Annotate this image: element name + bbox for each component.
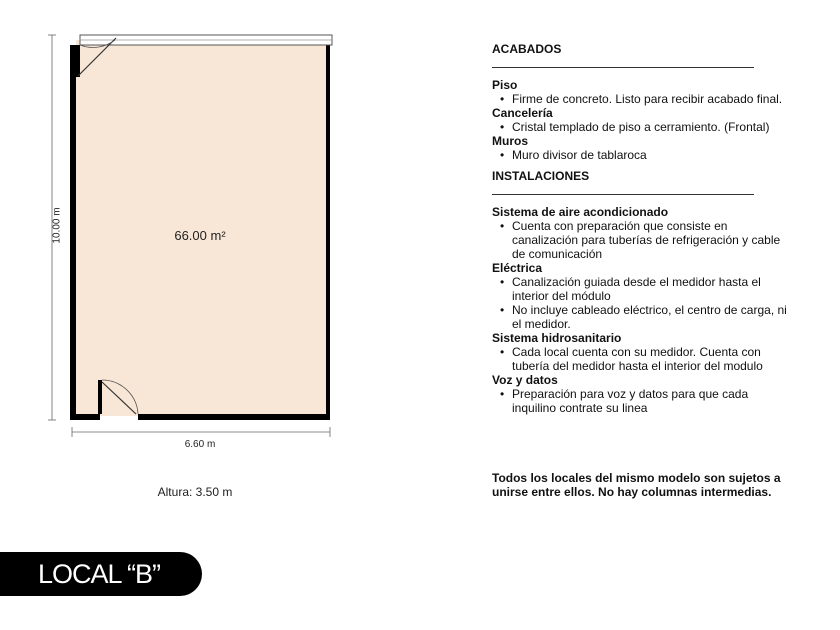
left-wall [70,45,76,420]
list-item: • Preparación para voz y datos para que cada inquilino contrate su linea [512,387,792,415]
piso-items [492,92,792,106]
ceiling-height-label: Altura: 3.50 m [157,485,233,499]
local-badge-label: LOCAL “B” [38,559,161,589]
category-hidrosanitario: Sistema hidrosanitario [492,331,622,345]
list-item: • Cuenta con preparación que consiste en canalización para tuberías de refrigeración y cable de comunicación [512,219,792,261]
list-item: • Cristal templado de piso a cerramiento. (Frontal) [512,120,792,134]
category-aire: Sistema de aire acondicionado [492,205,669,219]
category-piso: Piso [492,78,518,92]
bottom-wall-right [138,414,330,420]
bottom-wall-left [70,414,100,420]
width-dimension-label: 6.60 m [184,439,216,450]
area-label: 66.00 m² [174,228,226,243]
instalaciones-title: INSTALACIONES [492,169,590,183]
footnote: Todos los locales del mismo modelo son sujetos a unirse entre ellos. No hay columnas intermedias. [492,471,781,499]
height-dimension-label: 10.00 m [51,207,63,244]
acabados-title: ACABADOS [492,42,562,56]
list-item: • No incluye cableado eléctrico, el centro de carga, ni el medidor. [512,303,792,331]
acabados-divider [492,67,754,68]
category-voz-datos: Voz y datos [492,373,558,387]
list-item: • Cada local cuenta con su medidor. Cuenta con tubería del medidor hasta el interior del modulo [512,345,792,373]
floor-plan [0,0,420,520]
instalaciones-divider [492,194,754,195]
muros-items [492,148,792,162]
category-canceleria: Cancelería [492,106,553,120]
list-item: • Canalización guiada desde el medidor hasta el interior del módulo [512,275,792,303]
category-muros: Muros [492,134,528,148]
category-electrica: Eléctrica [492,261,543,275]
list-item: • Firme de concreto. Listo para recibir acabado final. [512,92,792,106]
canceleria-items [492,120,792,134]
list-item: • Muro divisor de tablaroca [512,148,792,162]
electrica-items [492,275,792,331]
aire-items [492,219,792,261]
hidrosanitario-items [492,345,792,373]
voz-datos-items [492,387,792,415]
specifications [492,42,792,415]
right-wall [326,45,330,420]
top-door-jamb [76,45,80,77]
bottom-door-jamb [98,380,102,414]
